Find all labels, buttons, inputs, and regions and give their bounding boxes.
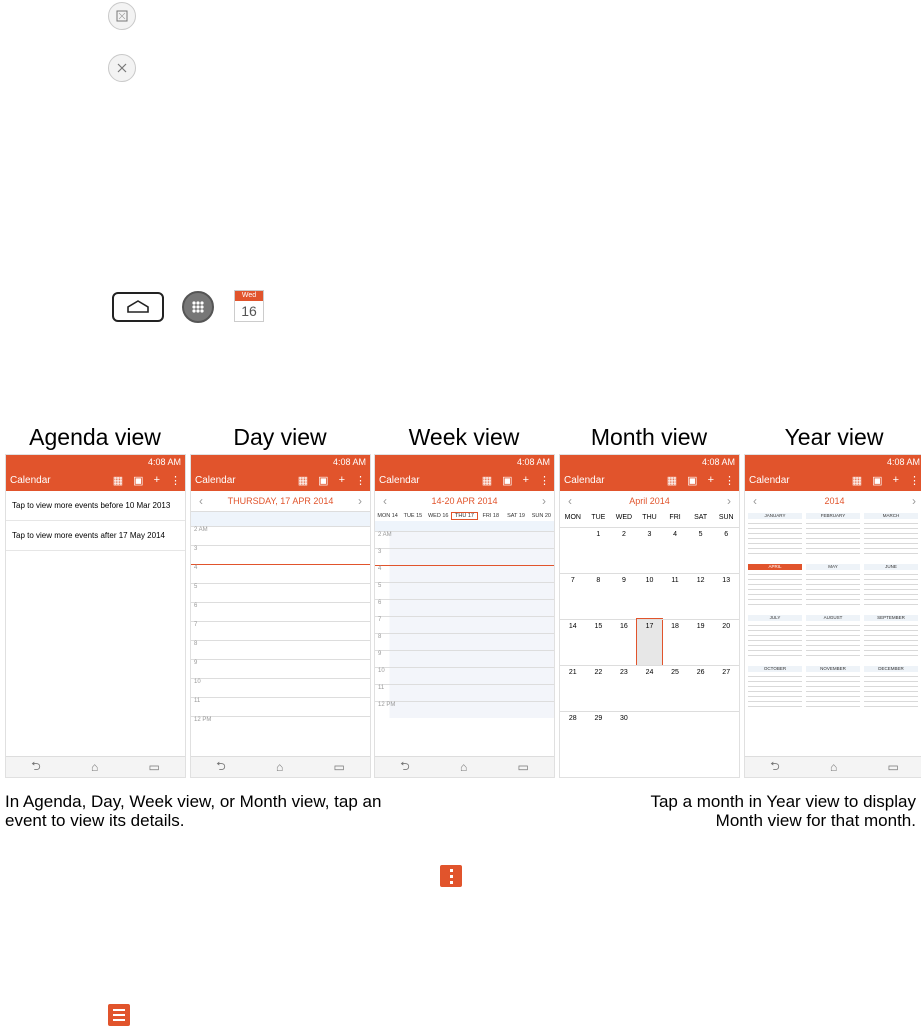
home-icon[interactable]: ⌂: [276, 760, 284, 774]
hour-slot[interactable]: 2 AM: [191, 526, 370, 545]
month-label: April 2014: [629, 496, 670, 506]
year-month[interactable]: [864, 513, 918, 557]
hour-slot[interactable]: 5: [191, 583, 370, 602]
weekday-label: TUE: [591, 514, 606, 521]
day-cell[interactable]: 10: [637, 573, 663, 619]
agenda-screen: [5, 454, 186, 778]
day-cell[interactable]: [688, 711, 714, 757]
year-month-days: [864, 519, 918, 557]
today-icon[interactable]: ▣: [687, 474, 698, 487]
weekday-label: WED: [615, 514, 633, 521]
hour-slot[interactable]: 2 AM: [375, 531, 554, 548]
day-cell[interactable]: 22: [586, 665, 612, 711]
year-month-name: SEPTEMBER: [864, 615, 918, 621]
day-cell[interactable]: 28: [560, 711, 586, 757]
year-month-days: [864, 570, 918, 608]
caption-day: Day view: [233, 424, 327, 450]
caption-year: Year view: [784, 424, 884, 450]
more-icon[interactable]: ⋮: [539, 474, 550, 487]
menu-icon[interactable]: [440, 865, 462, 887]
app-title[interactable]: Calendar: [379, 474, 420, 486]
hour-slot[interactable]: 5: [375, 582, 554, 599]
more-icon[interactable]: ⋮: [170, 474, 181, 487]
year-month-name: MAY: [806, 564, 860, 570]
day-cell[interactable]: 5: [688, 527, 714, 573]
year-month-days: [806, 672, 860, 710]
year-month[interactable]: [864, 615, 918, 659]
hour-slot[interactable]: 3: [375, 548, 554, 565]
hour-slot[interactable]: 3: [191, 545, 370, 564]
year-month-name: JANUARY: [748, 513, 802, 519]
day-cell[interactable]: 2: [611, 527, 637, 573]
hour-slot[interactable]: 11: [375, 684, 554, 701]
chevron-left-icon[interactable]: ‹: [753, 494, 757, 508]
add-icon[interactable]: +: [153, 474, 160, 486]
month-view-icon[interactable]: ▦: [297, 474, 309, 487]
action-bar: [560, 469, 739, 491]
year-month-name: AUGUST: [806, 615, 860, 621]
hour-slot[interactable]: 12 PM: [375, 701, 554, 718]
action-bar: [191, 469, 370, 491]
year-month-days: [748, 672, 802, 710]
day-nav: [191, 491, 370, 511]
status-bar: 4:08 AM: [6, 455, 185, 469]
recent-apps-icon[interactable]: ▭: [887, 760, 899, 774]
apps-icon[interactable]: [182, 291, 214, 323]
hour-slot[interactable]: 8: [191, 640, 370, 659]
day-cell[interactable]: 6: [713, 527, 739, 573]
year-month-name: OCTOBER: [748, 666, 802, 672]
fullscreen-icon[interactable]: [108, 2, 136, 30]
all-day-row[interactable]: [375, 521, 554, 531]
year-month-days: [748, 621, 802, 659]
year-month[interactable]: [806, 564, 860, 608]
hour-slot[interactable]: 6: [375, 599, 554, 616]
more-icon[interactable]: ⋮: [355, 474, 366, 487]
day-cell[interactable]: 30: [611, 711, 637, 757]
add-icon[interactable]: +: [338, 474, 345, 486]
status-bar: 4:08 AM: [560, 455, 739, 469]
recent-apps-icon[interactable]: ▭: [148, 760, 160, 774]
year-month-name: JULY: [748, 615, 802, 621]
home-icon[interactable]: ⌂: [830, 760, 838, 774]
month-weekday-header: [560, 511, 739, 527]
day-cell[interactable]: 17: [637, 619, 663, 665]
chevron-left-icon[interactable]: ‹: [199, 494, 203, 508]
day-cell[interactable]: 19: [688, 619, 714, 665]
month-view-icon[interactable]: ▦: [666, 474, 678, 487]
year-month-days: [864, 621, 918, 659]
hour-slot[interactable]: 6: [191, 602, 370, 621]
action-bar: [745, 469, 921, 491]
calendar-icon-day-name: Wed: [235, 291, 263, 301]
year-month[interactable]: [864, 564, 918, 608]
month-screen: [559, 454, 740, 778]
day-cell[interactable]: 24: [637, 665, 663, 711]
day-cell[interactable]: 11: [662, 573, 688, 619]
year-month-days: [748, 519, 802, 557]
calendar-icon-day-number: 16: [241, 303, 257, 319]
hour-slot[interactable]: 7: [191, 621, 370, 640]
week-screen: [374, 454, 555, 778]
add-icon[interactable]: +: [892, 474, 899, 486]
chevron-left-icon[interactable]: ‹: [568, 494, 572, 508]
year-month-days: [748, 570, 802, 608]
year-month[interactable]: [748, 513, 802, 557]
hour-slot[interactable]: 8: [375, 633, 554, 650]
year-month[interactable]: [806, 513, 860, 557]
status-bar: 4:08 AM: [745, 455, 921, 469]
day-screen: [190, 454, 371, 778]
year-month-days: [806, 519, 860, 557]
status-bar: 4:08 AM: [191, 455, 370, 469]
calendar-app-icon[interactable]: [234, 290, 264, 322]
caption-week: Week view: [408, 424, 520, 450]
agenda-earlier-link[interactable]: Tap to view more events before 10 Mar 2013: [6, 491, 185, 521]
day-date-label: THURSDAY, 17 APR 2014: [227, 496, 334, 506]
day-cell[interactable]: [560, 527, 586, 573]
weekday-label: SUN: [718, 514, 734, 521]
week-nav: [375, 491, 554, 511]
home-key-icon[interactable]: [112, 292, 164, 322]
year-month[interactable]: [806, 666, 860, 710]
close-icon[interactable]: [108, 54, 136, 82]
home-icon[interactable]: ⌂: [91, 760, 99, 774]
hour-slot[interactable]: 9: [375, 650, 554, 667]
chevron-right-icon[interactable]: ›: [357, 494, 362, 508]
hour-slot[interactable]: 9: [191, 659, 370, 678]
week-day-label[interactable]: SUN 20: [531, 513, 551, 519]
hour-slot[interactable]: 10: [375, 667, 554, 684]
day-cell[interactable]: 14: [560, 619, 586, 665]
week-day-label[interactable]: TUE 15: [403, 513, 423, 519]
hour-slot[interactable]: 4: [375, 565, 554, 582]
hour-slot[interactable]: 10: [191, 678, 370, 697]
year-label: 2014: [824, 496, 845, 506]
day-cell[interactable]: 1: [586, 527, 612, 573]
weekday-label: SAT: [694, 514, 708, 521]
year-month[interactable]: [806, 615, 860, 659]
day-cell[interactable]: 13: [713, 573, 739, 619]
day-cell[interactable]: 15: [586, 619, 612, 665]
soft-keys: [375, 756, 554, 777]
action-bar: [6, 469, 185, 491]
hour-slot[interactable]: 4: [191, 564, 370, 583]
year-month-days: [864, 672, 918, 710]
year-month-name: MARCH: [864, 513, 918, 519]
day-cell[interactable]: 25: [662, 665, 688, 711]
year-month-name: FEBRUARY: [806, 513, 860, 519]
chevron-right-icon[interactable]: ›: [912, 494, 916, 508]
year-month-name: JUNE: [864, 564, 918, 570]
week-day-label[interactable]: WED 16: [427, 513, 449, 519]
chevron-left-icon[interactable]: ‹: [383, 494, 387, 508]
day-cell[interactable]: 21: [560, 665, 586, 711]
day-cell[interactable]: [662, 711, 688, 757]
agenda-later-link[interactable]: Tap to view more events after 17 May 2014: [6, 521, 185, 551]
soft-keys: [745, 756, 921, 777]
year-screen: [744, 454, 921, 778]
chevron-right-icon[interactable]: ›: [727, 494, 731, 508]
app-title[interactable]: Calendar: [564, 474, 605, 486]
today-icon[interactable]: ▣: [133, 474, 144, 487]
home-icon[interactable]: ⌂: [460, 760, 468, 774]
month-view-icon[interactable]: ▦: [112, 474, 124, 487]
year-grid: [745, 511, 921, 715]
week-day-label[interactable]: MON 14: [377, 513, 398, 519]
recent-apps-icon[interactable]: ▭: [517, 760, 529, 774]
day-cell[interactable]: 7: [560, 573, 586, 619]
week-day-label[interactable]: SAT 19: [507, 513, 525, 519]
right-instruction: Tap a month in Year view to display Month view for that month.: [650, 792, 916, 830]
back-icon[interactable]: ⮌: [216, 758, 226, 773]
today-icon[interactable]: ▣: [872, 474, 883, 487]
week-day-header: [375, 511, 554, 521]
caption-agenda: Agenda view: [29, 424, 161, 450]
day-cell[interactable]: 9: [611, 573, 637, 619]
day-cell[interactable]: 20: [713, 619, 739, 665]
day-cell[interactable]: 4: [662, 527, 688, 573]
year-month[interactable]: [748, 615, 802, 659]
app-title[interactable]: Calendar: [195, 474, 236, 486]
week-day-label[interactable]: THU 17: [451, 512, 478, 520]
year-month[interactable]: [748, 564, 802, 608]
today-icon[interactable]: ▣: [502, 474, 513, 487]
hour-slot[interactable]: 12 PM: [191, 716, 370, 735]
month-nav: [560, 491, 739, 511]
weekday-label: FRI: [669, 514, 681, 521]
year-month-days: [806, 570, 860, 608]
day-cell[interactable]: 23: [611, 665, 637, 711]
day-cell[interactable]: [637, 711, 663, 757]
add-icon[interactable]: +: [707, 474, 714, 486]
day-cell[interactable]: 18: [662, 619, 688, 665]
soft-keys: [6, 756, 185, 777]
app-title[interactable]: Calendar: [10, 474, 51, 486]
more-icon[interactable]: ⋮: [909, 474, 920, 487]
day-cell[interactable]: [713, 711, 739, 757]
all-day-row[interactable]: [191, 511, 370, 526]
week-range-label: 14-20 APR 2014: [431, 496, 498, 506]
weekday-label: MON: [564, 514, 581, 521]
day-cell[interactable]: 12: [688, 573, 714, 619]
day-cell[interactable]: 3: [637, 527, 663, 573]
month-view-icon[interactable]: ▦: [481, 474, 493, 487]
chevron-right-icon[interactable]: ›: [542, 494, 546, 508]
week-hour-list: [375, 521, 554, 718]
hour-slot[interactable]: 7: [375, 616, 554, 633]
caption-month: Month view: [590, 424, 708, 450]
day-cell[interactable]: 8: [586, 573, 612, 619]
weekday-label: THU: [642, 514, 657, 521]
day-cell[interactable]: 29: [586, 711, 612, 757]
day-hour-list: [191, 511, 370, 735]
action-bar: [375, 469, 554, 491]
add-icon[interactable]: +: [522, 474, 529, 486]
year-month-name: DECEMBER: [864, 666, 918, 672]
back-icon[interactable]: ⮌: [770, 758, 780, 773]
day-cell[interactable]: 26: [688, 665, 714, 711]
year-nav: [745, 491, 921, 511]
year-month[interactable]: [748, 666, 802, 710]
week-day-label[interactable]: FRI 18: [482, 513, 500, 519]
status-bar: 4:08 AM: [375, 455, 554, 469]
day-cell[interactable]: 16: [611, 619, 637, 665]
app-title[interactable]: Calendar: [749, 474, 790, 486]
today-icon[interactable]: ▣: [318, 474, 329, 487]
more-icon[interactable]: ⋮: [724, 474, 735, 487]
month-grid: [560, 527, 739, 757]
month-view-icon[interactable]: ▦: [851, 474, 863, 487]
year-month-name: NOVEMBER: [806, 666, 860, 672]
back-icon[interactable]: ⮌: [31, 758, 41, 773]
back-icon[interactable]: ⮌: [400, 758, 410, 773]
drawer-icon[interactable]: [108, 1004, 130, 1026]
year-month-name: APRIL: [748, 564, 802, 570]
soft-keys: [191, 756, 370, 777]
day-cell[interactable]: 27: [713, 665, 739, 711]
recent-apps-icon[interactable]: ▭: [333, 760, 345, 774]
left-instruction: In Agenda, Day, Week view, or Month view, tap an event to view its details.: [5, 792, 382, 830]
year-month[interactable]: [864, 666, 918, 710]
year-month-days: [806, 621, 860, 659]
hour-slot[interactable]: 11: [191, 697, 370, 716]
